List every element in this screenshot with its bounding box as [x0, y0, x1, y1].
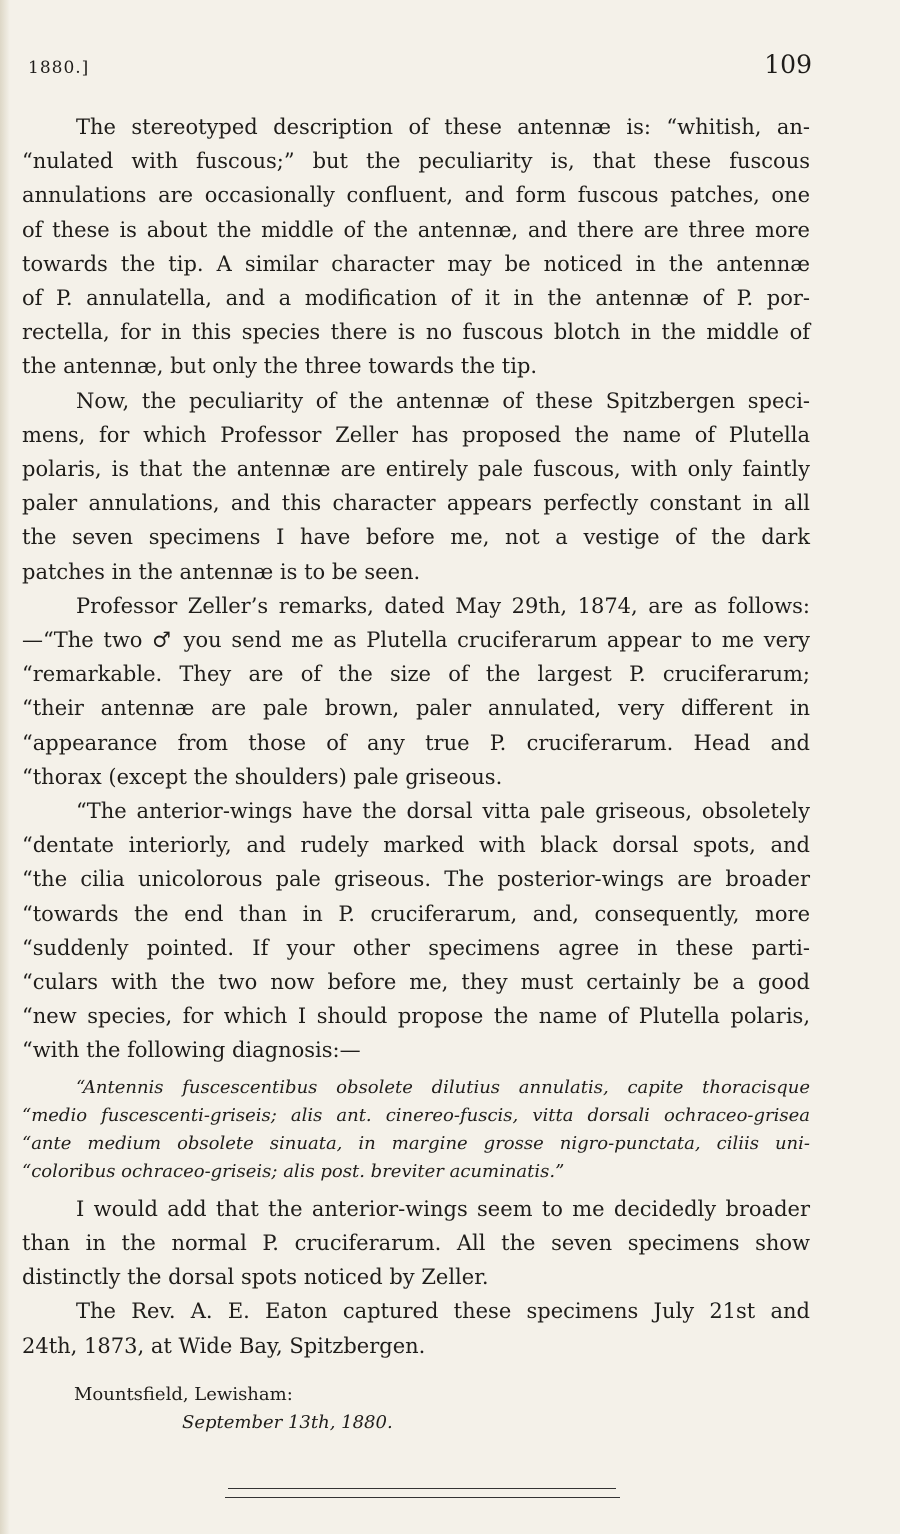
text-line: polaris, is that the antennæ are entirely pale fuscous, with only faintly: [22, 457, 810, 482]
paragraph-spitzbergen-specimens: [22, 384, 810, 589]
closing-rule-upper: [228, 1488, 616, 1489]
text-line: “new species, for which I should propose the name of Plutella polaris,: [22, 1004, 810, 1029]
signature-date: September 13th, 1880.: [182, 1411, 393, 1433]
paragraph-capture-record: [22, 1294, 810, 1362]
text-line: “medio fuscescenti-griseis; alis ant. cinereo-fuscis, vitta dorsali ochraceo-grisea: [22, 1104, 810, 1126]
paragraph-zeller-remarks: [22, 589, 810, 794]
text-line: “nulated with fuscous;” but the peculiarity is, that these fuscous: [22, 149, 810, 174]
latin-diagnosis: [22, 1074, 810, 1186]
text-line: of these is about the middle of the antennæ, and there are three more: [22, 217, 810, 242]
text-line: paler annulations, and this character appears perfectly constant in all: [22, 491, 810, 516]
text-line: —“The two ♂ you send me as Plutella cruciferarum appear to me very: [22, 628, 810, 653]
signature-block: [22, 1381, 810, 1437]
text-line: “remarkable. They are of the size of the largest P. cruciferarum;: [22, 662, 810, 687]
text-line: The Rev. A. E. Eaton captured these specimens July 21st and: [76, 1299, 810, 1324]
text-line: Now, the peculiarity of the antennæ of these Spitzbergen speci-: [76, 388, 810, 413]
paragraph-author-addition: [22, 1192, 810, 1295]
text-line: “ante medium obsolete sinuata, in margine grosse nigro-punctata, ciliis uni-: [22, 1132, 810, 1154]
text-line: the antennæ, but only the three towards the tip.: [22, 354, 538, 379]
text-line: “their antennæ are pale brown, paler annulated, very different in: [22, 696, 810, 721]
text-line: I would add that the anterior-wings seem to me decidedly broader: [76, 1196, 810, 1221]
text-line: “culars with the two now before me, they must certainly be a good: [22, 970, 810, 995]
closing-rule-lower: [225, 1497, 620, 1498]
text-line: “coloribus ochraceo-griseis; alis post. breviter acuminatis.”: [22, 1160, 565, 1182]
header-year: 1880.]: [28, 58, 90, 78]
signature-place: Mountsfield, Lewisham:: [74, 1383, 293, 1405]
text-line: 24th, 1873, at Wide Bay, Spitzbergen.: [22, 1333, 426, 1358]
paragraph-antennae-description: [22, 110, 810, 384]
text-line: annulations are occasionally confluent, and form fuscous patches, one: [22, 183, 810, 208]
text-line: “thorax (except the shoulders) pale griseous.: [22, 764, 503, 789]
text-line: “with the following diagnosis:—: [22, 1038, 361, 1063]
text-line: distinctly the dorsal spots noticed by Zeller.: [22, 1265, 489, 1290]
text-line: patches in the antennæ is to be seen.: [22, 559, 421, 584]
text-line: “Antennis fuscescentibus obsolete dilutius annulatis, capite thoracisque: [76, 1076, 810, 1098]
article-body: [22, 110, 810, 1437]
page-number: 109: [764, 50, 812, 79]
text-line: than in the normal P. cruciferarum. All the seven specimens show: [22, 1230, 810, 1255]
text-line: of P. annulatella, and a modification of it in the antennæ of P. por-: [22, 286, 810, 311]
page-edge-shadow: [0, 0, 10, 1534]
text-line: “appearance from those of any true P. cruciferarum. Head and: [22, 730, 810, 755]
text-line: “suddenly pointed. If your other specimens agree in these parti-: [22, 935, 810, 960]
text-line: towards the tip. A similar character may be noticed in the antennæ: [22, 251, 810, 276]
text-line: mens, for which Professor Zeller has proposed the name of Plutella: [22, 422, 810, 447]
text-line: rectella, for in this species there is no fuscous blotch in the middle of: [22, 320, 810, 345]
text-line: “The anterior-wings have the dorsal vitta pale griseous, obsoletely: [76, 799, 810, 824]
text-line: Professor Zeller’s remarks, dated May 29th, 1874, are as follows:: [76, 593, 810, 618]
text-line: “the cilia unicolorous pale griseous. The posterior-wings are broader: [22, 867, 810, 892]
text-line: “dentate interiorly, and rudely marked with black dorsal spots, and: [22, 833, 810, 858]
running-header: [28, 50, 812, 84]
text-line: The stereotyped description of these antennæ is: “whitish, an-: [76, 115, 810, 139]
text-line: “towards the end than in P. cruciferarum, and, consequently, more: [22, 901, 810, 926]
paragraph-wing-description: [22, 794, 810, 1068]
text-line: the seven specimens I have before me, not a vestige of the dark: [22, 525, 810, 550]
